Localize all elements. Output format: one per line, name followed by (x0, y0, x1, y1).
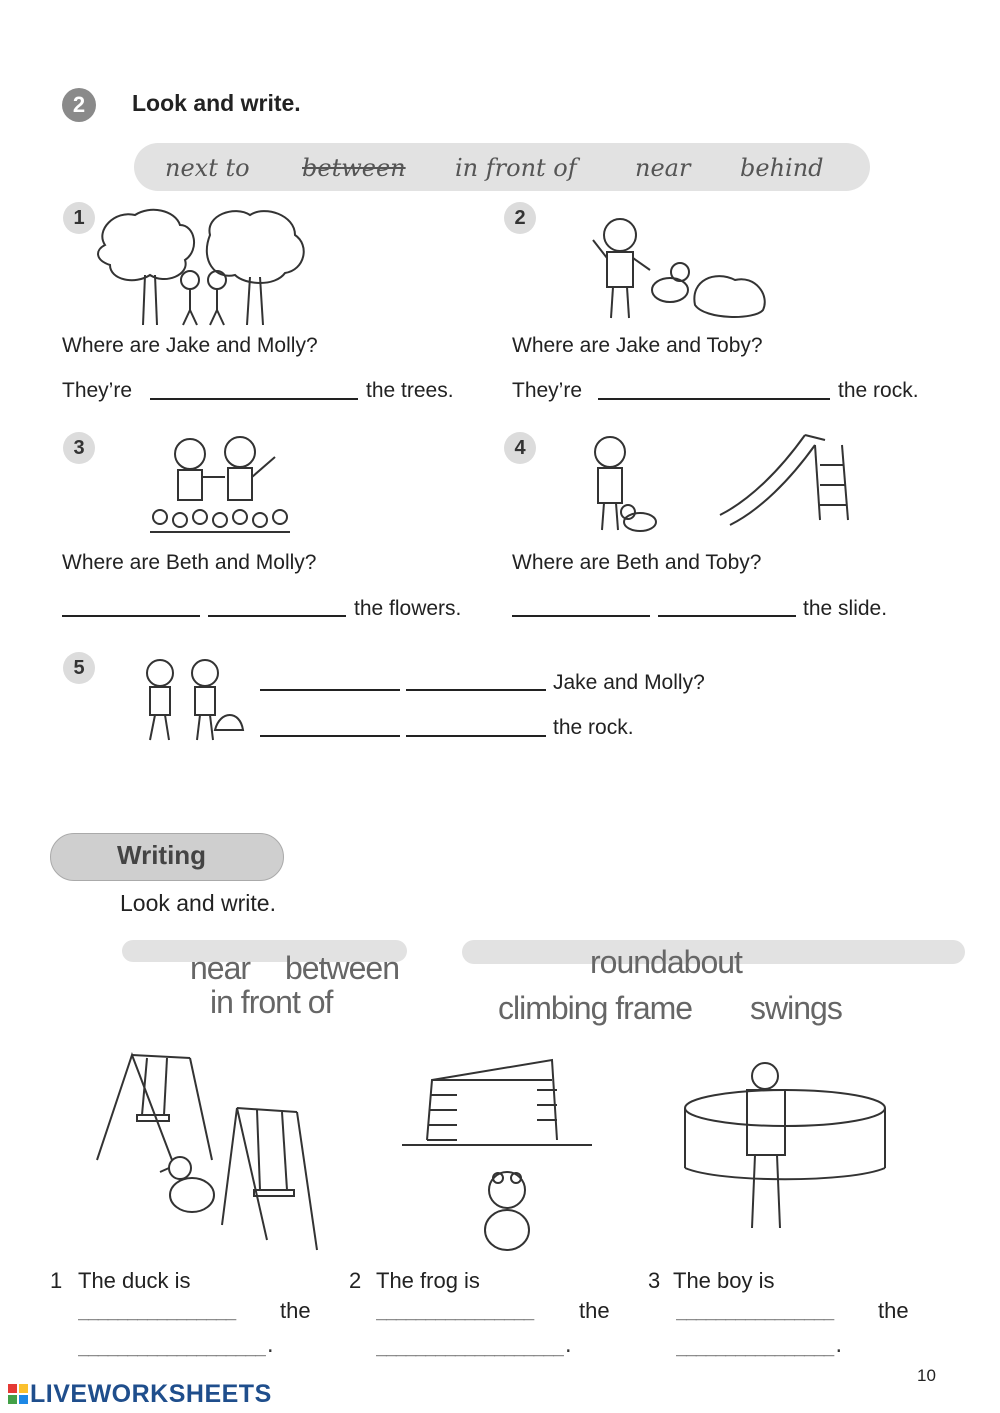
word-bank-item: between (285, 950, 399, 986)
item-number: 3 (63, 432, 95, 464)
answer-prefix: They’re (512, 379, 583, 402)
answer-blank[interactable]: ________________. (676, 1336, 844, 1357)
word-bank-item: in front of (455, 154, 577, 182)
children-rock-illustration (135, 655, 245, 745)
girl-dog-slide-illustration (580, 430, 855, 540)
answer-suffix: the slide. (803, 597, 888, 620)
item-number: 4 (504, 432, 536, 464)
item-number: 1 (63, 202, 95, 234)
answer-blank[interactable]: ________________ (676, 1300, 834, 1321)
word-bank-item-crossed: between (302, 154, 406, 182)
sentence-the: the (878, 1298, 909, 1323)
answer-blank[interactable]: ________________ (78, 1300, 236, 1321)
question: Where are Jake and Toby? (512, 334, 763, 357)
sentence-number: 1 (50, 1268, 63, 1293)
answer-blank[interactable] (406, 735, 546, 737)
writing-instruction: Look and write. (120, 890, 276, 916)
swings-duck-illustration (92, 1050, 322, 1260)
question: Where are Beth and Toby? (512, 551, 762, 574)
answer-suffix: the rock. (838, 379, 919, 402)
sentence-number: 2 (349, 1268, 362, 1293)
word-bank-item: behind (740, 154, 824, 182)
answer-suffix: Jake and Molly? (553, 671, 705, 694)
sentence-start: The duck is (78, 1268, 191, 1293)
sentence-number: 3 (648, 1268, 661, 1293)
answer-blank[interactable] (260, 735, 400, 737)
answer-blank[interactable] (598, 398, 830, 400)
answer-blank[interactable] (512, 615, 650, 617)
exercise-title: Look and write. (132, 90, 301, 116)
answer-blank[interactable] (62, 615, 200, 617)
word-bank-item: in front of (210, 984, 333, 1020)
item-number: 2 (504, 202, 536, 234)
item-number: 5 (63, 652, 95, 684)
answer-suffix: the trees. (366, 379, 454, 402)
answer-blank[interactable] (658, 615, 796, 617)
answer-blank[interactable] (208, 615, 346, 617)
answer-blank[interactable]: ________________ (376, 1300, 534, 1321)
word-bank-item: near (635, 154, 691, 182)
page-number: 10 (917, 1366, 936, 1385)
word-bank-item: climbing frame (498, 990, 693, 1026)
girls-flowers-illustration (145, 432, 295, 542)
sentence-start: The frog is (376, 1268, 480, 1293)
answer-suffix: the rock. (553, 716, 634, 739)
sentence-the: the (579, 1298, 610, 1323)
sentence-start: The boy is (673, 1268, 775, 1293)
writing-header-label: Writing (117, 840, 207, 870)
answer-blank[interactable] (406, 689, 546, 691)
answer-blank[interactable] (150, 398, 358, 400)
climbing-frame-frog-illustration (402, 1050, 592, 1260)
answer-suffix: the flowers. (354, 597, 462, 620)
roundabout-boy-illustration (680, 1058, 890, 1238)
trees-children-illustration (95, 205, 315, 330)
exercise-number-badge: 2 (62, 88, 96, 122)
liveworksheets-logo-icon (8, 1384, 28, 1404)
word-bank-item: near (190, 950, 251, 986)
word-bank-item: next to (165, 154, 250, 182)
word-bank-item: roundabout (590, 944, 742, 980)
answer-blank[interactable]: ___________________. (376, 1336, 573, 1357)
boy-dog-rock-illustration (585, 210, 770, 325)
question: Where are Beth and Molly? (62, 551, 317, 574)
answer-prefix: They’re (62, 379, 133, 402)
answer-blank[interactable]: ___________________. (78, 1336, 275, 1357)
answer-blank[interactable] (260, 689, 400, 691)
word-bank-item: swings (750, 990, 842, 1026)
sentence-the: the (280, 1298, 311, 1323)
brand-logo: LIVEWORKSHEETS (30, 1380, 272, 1408)
question: Where are Jake and Molly? (62, 334, 318, 357)
